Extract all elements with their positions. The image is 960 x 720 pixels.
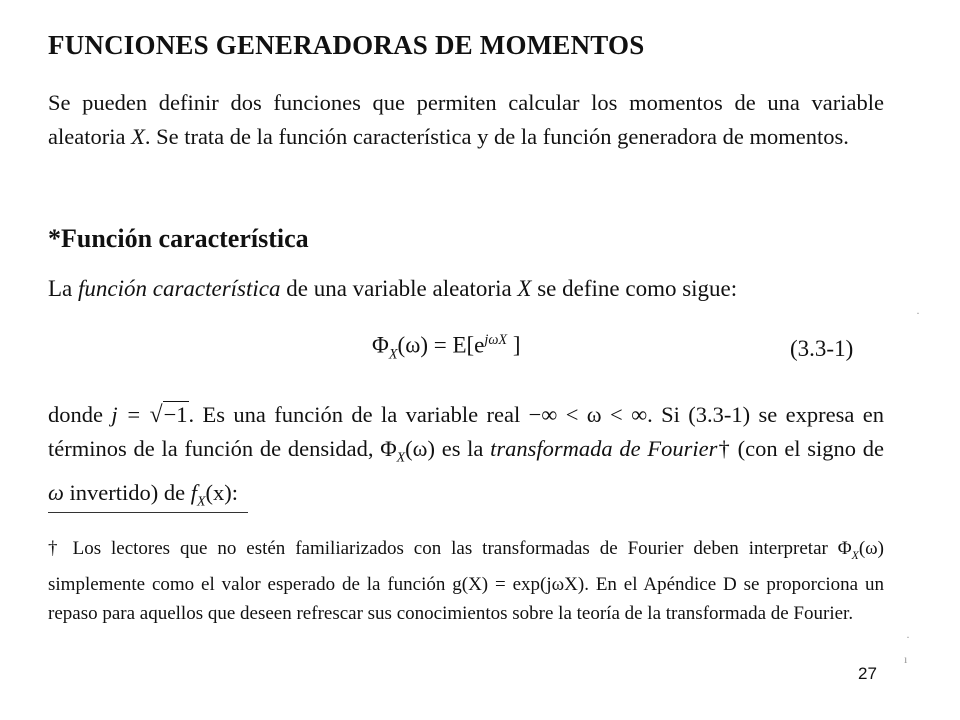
sentence-text: de una variable aleatoria	[280, 276, 518, 301]
omega-symbol: ω	[48, 479, 64, 505]
section-heading: FUNCIONES GENERADORAS DE MOMENTOS	[48, 30, 645, 60]
defined-term: función característica	[78, 276, 281, 301]
footnote-text: (ω) simplemente como el valor esperado de la función g(X) = exp(jωX). En el Apéndice D se proporciona un repaso para aquellos que deseen refrescar sus conocimientos sobre la teoría de la transformada de Fourier.	[48, 538, 884, 624]
page-number: 27	[858, 664, 877, 683]
phi-subscript: X	[396, 450, 406, 466]
paragraph-text: . Es una función de la variable real −∞ < ω < ∞. Si (3.3-1) se expresa en términos de la función de densidad, Φ	[48, 402, 884, 461]
intro-paragraph	[48, 86, 884, 154]
j-definition: j =	[111, 402, 150, 427]
subsection-heading: *Función característica	[48, 224, 309, 253]
equation-subscript: X	[388, 346, 398, 363]
density-subscript: X	[197, 494, 206, 509]
paragraph-text: invertido) de	[63, 479, 191, 505]
paragraph-text: . Se trata de la función característica y de la función generadora de momentos.	[144, 124, 849, 149]
footnote-subscript: X	[851, 548, 859, 562]
definition-sentence	[48, 276, 737, 302]
footnote-text: † Los lectores que no estén familiarizados con las transformadas de Fourier deben interpretar Φ	[48, 538, 852, 559]
paragraph-text: (con el signo de	[730, 436, 885, 461]
scan-speck: ı	[904, 652, 908, 666]
scan-speck: ·	[916, 306, 920, 320]
radicand: −1	[163, 402, 188, 427]
equation-close: ]	[507, 332, 521, 358]
dagger-mark: †	[717, 436, 731, 461]
density-f: f	[190, 479, 197, 505]
paragraph-text: (ω) es la	[405, 436, 491, 461]
sentence-text: se define como sigue:	[531, 276, 738, 301]
equation-number: (3.3-1)	[790, 336, 854, 361]
scan-speck: ·	[906, 630, 910, 644]
sentence-text: La	[48, 276, 79, 301]
footnote-divider	[48, 512, 248, 513]
paragraph-text: (x):	[205, 479, 239, 505]
phi-symbol: Φ	[372, 332, 389, 358]
paragraph-text: donde	[48, 402, 112, 427]
variable-x: X	[131, 124, 145, 149]
fourier-term: transformada de Fourier	[490, 436, 718, 461]
density-paragraph	[48, 398, 884, 519]
square-root: √−1	[149, 402, 188, 428]
equation-exponent: jωX	[484, 332, 508, 348]
variable-x: X	[517, 276, 532, 301]
footnote	[48, 534, 884, 628]
paragraph-text: Se pueden definir dos funciones que permiten calcular los momentos de una variable aleatoria	[48, 90, 884, 149]
equation	[372, 332, 521, 363]
equation-body: (ω) = E[e	[397, 332, 485, 358]
